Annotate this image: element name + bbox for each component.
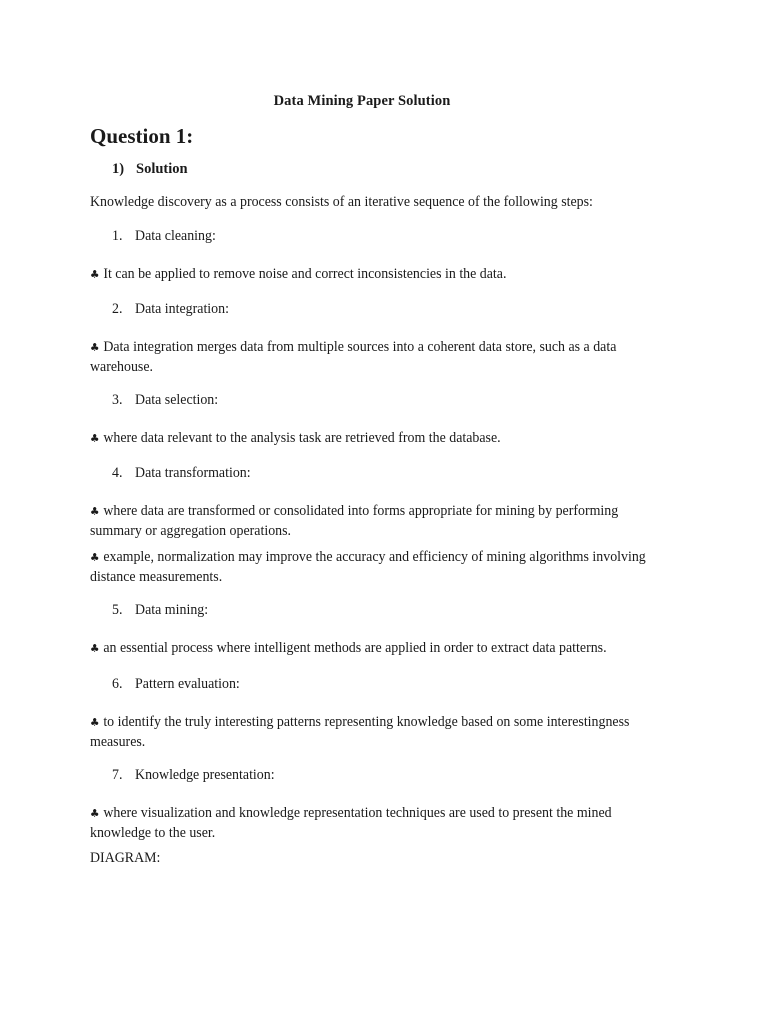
step-number: 4. [112,465,123,481]
step-number: 6. [112,676,123,692]
step-label: Pattern evaluation: [135,676,240,692]
document-title: Data Mining Paper Solution [273,93,451,109]
step-number: 5. [112,602,123,618]
bullet-text: where data are transformed or consolidated into forms appropriate for mining by performing summary or aggregation operations. [90,503,619,539]
step-label: Data mining: [135,602,209,618]
club-bullet-icon: ♣ [90,505,100,518]
club-bullet-icon: ♣ [90,268,100,281]
step-label: Data integration: [135,301,229,317]
club-bullet-icon: ♣ [90,551,100,564]
step-item [112,676,240,693]
step-number: 2. [112,301,123,317]
step-number: 3. [112,392,123,408]
step-item [112,767,275,784]
intro-paragraph: Knowledge discovery as a process consists of an iterative sequence of the following steps: [90,194,593,210]
step-item [112,465,251,482]
step-bullet [90,548,666,586]
step-item [112,392,218,409]
step-bullet [90,265,666,285]
bullet-text: example, normalization may improve the accuracy and efficiency of mining algorithms involving distance measurements. [90,549,646,585]
solution-subheading [112,161,188,178]
step-item [112,602,208,619]
step-bullet [90,639,666,659]
club-bullet-icon: ♣ [90,432,100,445]
step-bullet [90,804,666,842]
step-bullet [90,429,666,449]
step-number: 7. [112,767,123,783]
club-bullet-icon: ♣ [90,341,100,354]
step-bullet [90,713,666,751]
bullet-text: where visualization and knowledge representation techniques are used to present the mined knowledge to the user. [90,805,612,841]
subheading-number: 1) [112,161,125,177]
step-item [112,228,216,245]
step-bullet [90,502,666,540]
step-label: Data selection: [135,392,219,408]
step-label: Knowledge presentation: [135,767,275,783]
bullet-text: to identify the truly interesting patterns representing knowledge based on some interestingness measures. [90,714,630,750]
bullet-text: an essential process where intelligent methods are applied in order to extract data patterns. [103,640,607,656]
step-number: 1. [112,228,123,244]
bullet-text: where data relevant to the analysis task are retrieved from the database. [103,430,501,446]
bullet-text: It can be applied to remove noise and correct inconsistencies in the data. [103,266,507,282]
step-item [112,301,229,318]
step-bullet [90,338,666,376]
club-bullet-icon: ♣ [90,642,100,655]
club-bullet-icon: ♣ [90,807,100,820]
step-label: Data transformation: [135,465,251,481]
diagram-label: DIAGRAM: [90,850,161,866]
subheading-label: Solution [136,161,188,177]
question-heading: Question 1: [90,124,194,148]
step-label: Data cleaning: [135,228,216,244]
bullet-text: Data integration merges data from multiple sources into a coherent data store, such as a data warehouse. [90,339,617,375]
club-bullet-icon: ♣ [90,716,100,729]
